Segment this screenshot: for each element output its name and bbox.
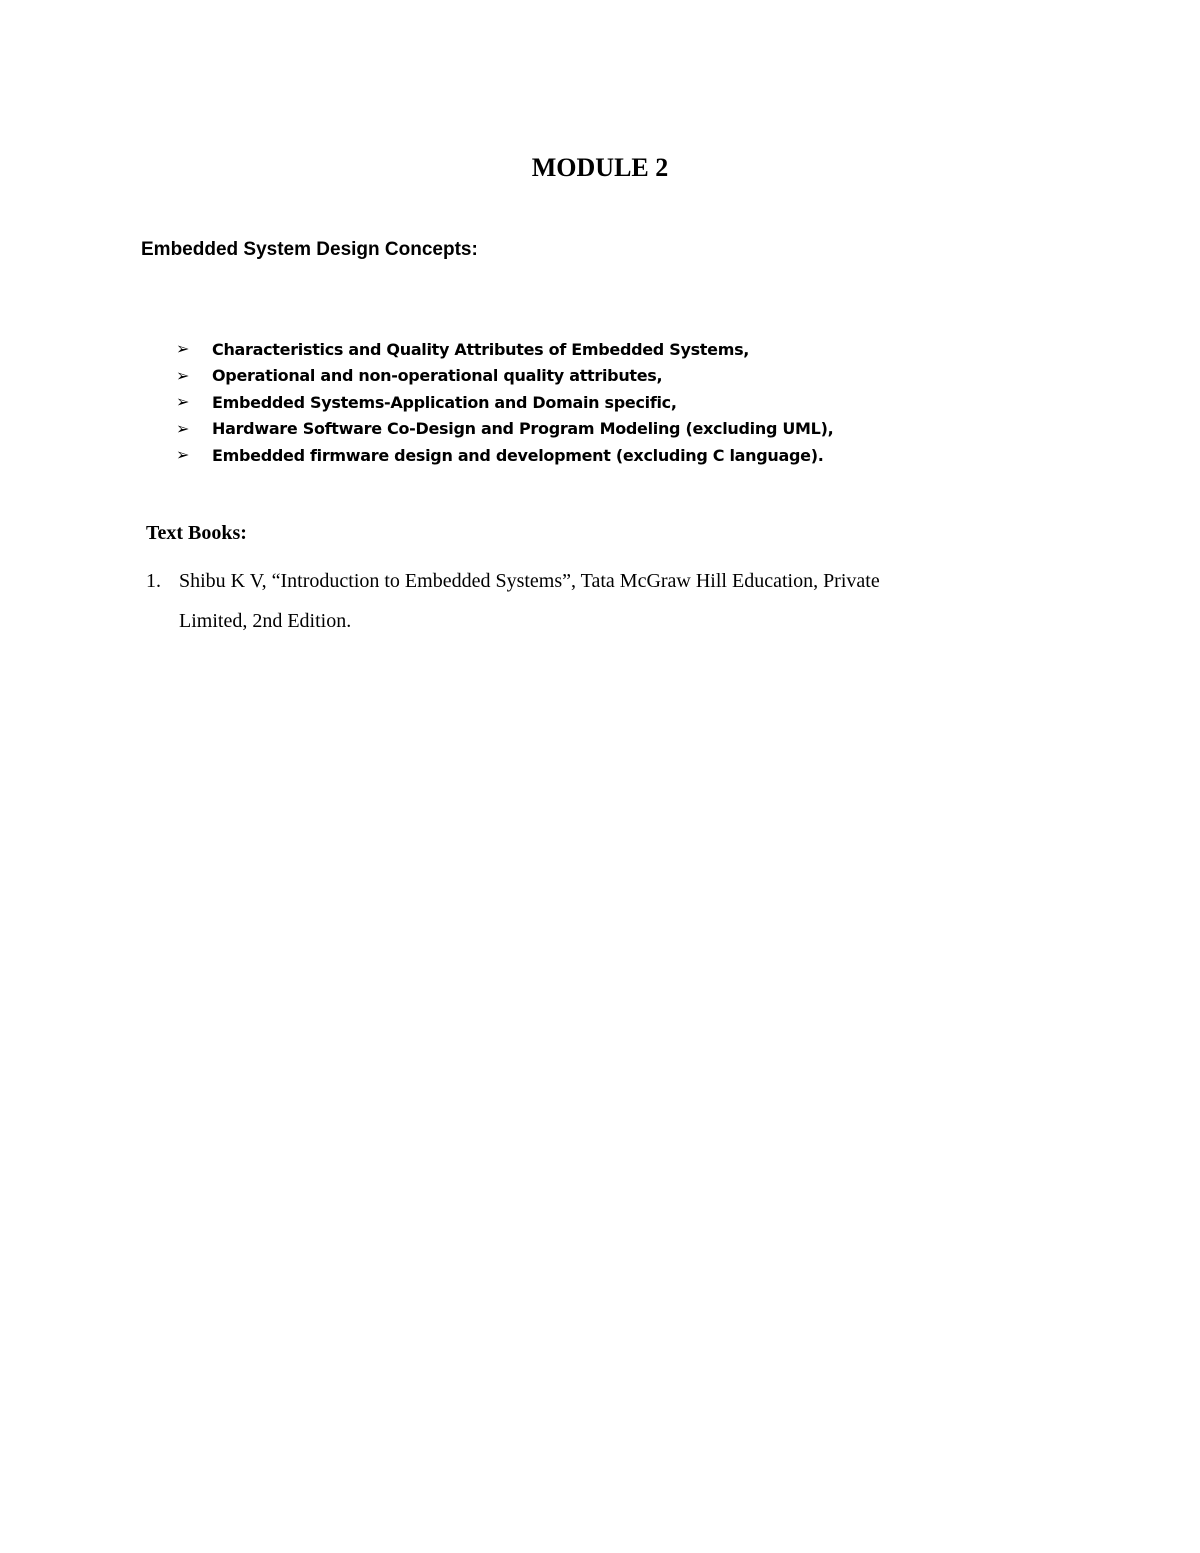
arrow-bullet-icon: ➢ (176, 418, 190, 438)
list-item (176, 389, 833, 416)
topic-text: Embedded Systems-Application and Domain specific, (212, 392, 677, 412)
topic-text: Hardware Software Co-Design and Program Modeling (excluding UML), (212, 419, 834, 439)
citation-line: Shibu K V, “Introduction to Embedded Systems”, Tata McGraw Hill Education, Private (179, 570, 880, 592)
textbooks-heading: Text Books: (146, 522, 247, 544)
list-item (176, 442, 833, 469)
arrow-bullet-icon: ➢ (176, 392, 190, 412)
list-item (176, 416, 833, 443)
list-item (146, 561, 1046, 641)
list-item (176, 336, 833, 363)
arrow-bullet-icon: ➢ (176, 445, 190, 465)
topic-text: Characteristics and Quality Attributes of Embedded Systems, (212, 339, 750, 359)
textbook-number: 1. (146, 570, 161, 592)
module-title: MODULE 2 (531, 153, 669, 182)
topic-text: Operational and non-operational quality attributes, (212, 366, 663, 386)
textbook-list (146, 561, 1046, 641)
section-heading: Embedded System Design Concepts: (141, 239, 478, 260)
citation-line: Limited, 2nd Edition. (179, 610, 352, 632)
list-item (176, 363, 833, 390)
arrow-bullet-icon: ➢ (176, 365, 190, 385)
textbook-citation (179, 561, 1046, 641)
arrow-bullet-icon: ➢ (176, 339, 190, 359)
topic-text: Embedded firmware design and development (excluding C language). (212, 445, 824, 465)
topic-list (176, 336, 833, 469)
